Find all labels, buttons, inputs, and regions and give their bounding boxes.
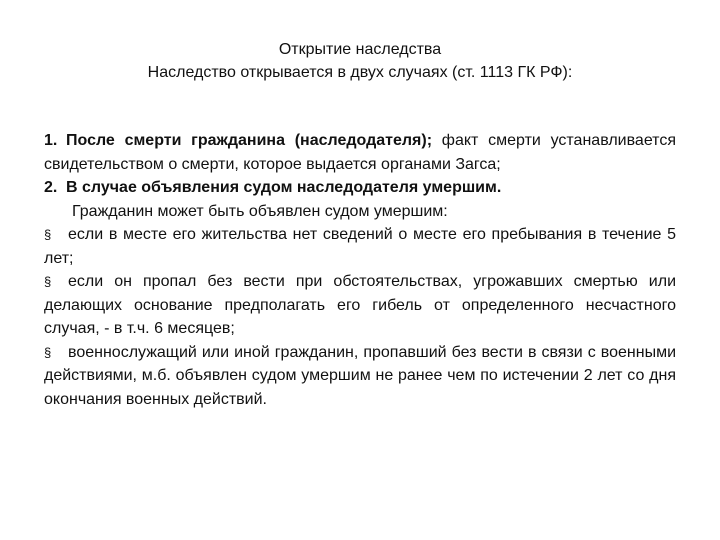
bullet-text: если в месте его жительства нет сведений о месте его пребывания в течение 5 лет; [44,226,676,267]
item-number: 1. [44,132,58,149]
item-text: факт смерти устанавливается свидетельством о смерти, которое выдается органами Загса; [44,132,676,173]
item-bold-text: После смерти гражданина (наследодателя); [66,132,433,149]
bullet-marker-icon: § [44,274,52,289]
bullet-marker-icon: § [44,227,52,242]
bullet-item-2 [44,270,676,341]
slide-title: Открытие наследства [278,41,442,58]
list-item-2 [44,176,676,200]
slide-header [0,38,720,84]
slide-subtitle: Наследство открывается в двух случаях (ст. 1113 ГК РФ): [147,64,573,81]
slide-body [44,129,676,411]
bullet-marker-icon: § [44,344,52,360]
item-bold-text: В случае объявления судом наследодателя умершим. [66,179,502,196]
bullet-item-1 [44,223,676,270]
bullet-text: если он пропал без вести при обстоятельствах, угрожавших смертью или делающих основание предполагать его гибель от определенного несчастного случая, - в т.ч. 6 месяцев; [44,273,676,337]
list-item-1 [44,129,676,176]
intro-line: Гражданин может быть объявлен судом умершим: [72,202,448,220]
bullet-text: военнослужащий или иной гражданин, пропавший без вести в связи с военными действиями, м.б. объявлен судом умершим не ранее чем по истечении 2 лет со дня окончания военных действий. [44,343,676,408]
item-number: 2. [44,179,58,196]
bullet-item-3 [44,341,676,412]
